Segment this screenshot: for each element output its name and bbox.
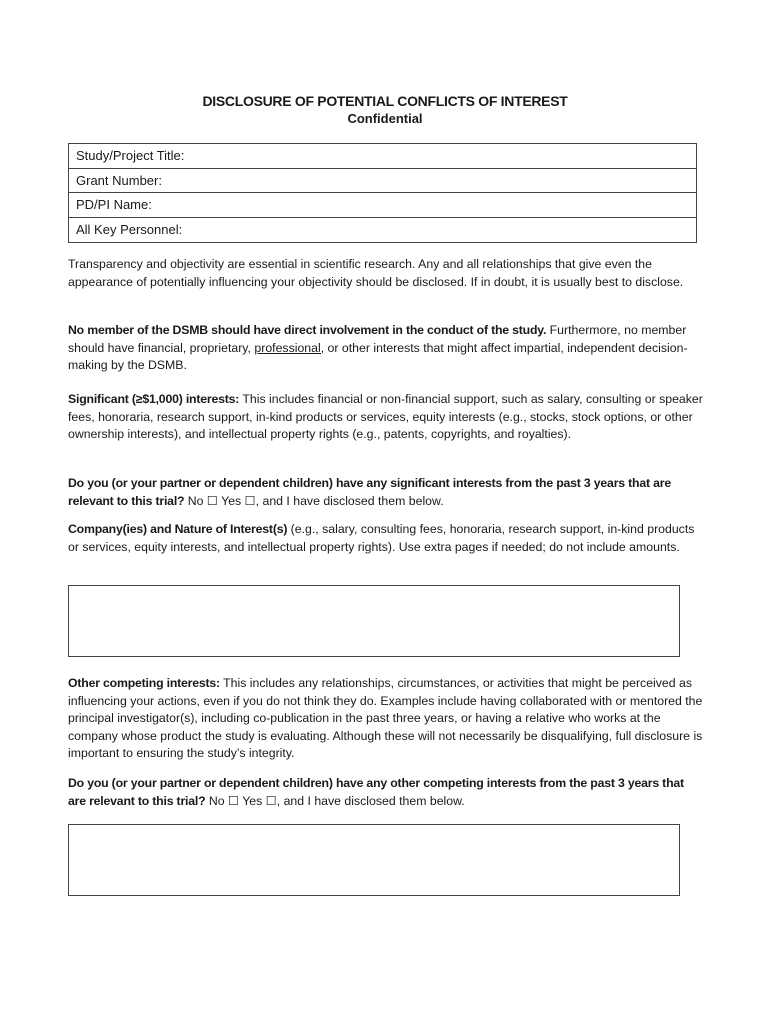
project-info-table (68, 143, 697, 243)
question1-no-label: No (184, 493, 207, 508)
dsmb-underlined-text: professional, (254, 340, 325, 355)
dsmb-paragraph (68, 322, 704, 375)
companies-bold-text: Company(ies) and Nature of Interest(s) (68, 522, 288, 536)
question2-bold-text: Do you (or your partner or dependent children) have any other competing interests from the past 3 years that are relevant to this trial? (68, 776, 684, 808)
other-interests-paragraph (68, 675, 704, 763)
key-personnel-field[interactable]: All Key Personnel: (76, 221, 183, 237)
question1-paragraph (68, 475, 704, 510)
question2-yes-checkbox[interactable]: ☐ (265, 793, 277, 808)
companies-paragraph (68, 521, 704, 556)
document-title: DISCLOSURE OF POTENTIAL CONFLICTS OF INTEREST (202, 93, 568, 109)
pi-name-field[interactable]: PD/PI Name: (69, 193, 696, 218)
significant-text: This includes financial or non-financial support, such as salary, consulting or speaker fees, honoraria, research support, in-kind products or services, equity interests (e.g., stocks, stock options, or other ownership interests), and intellectual property rights (e.g., patents, copyrights, and royalties). (68, 392, 703, 441)
dsmb-text-before: Furthermore, no member should have financial, proprietary, (68, 323, 687, 355)
question1-yes-label: Yes (217, 493, 245, 508)
intro-paragraph (68, 256, 704, 291)
significant-interests-answer-box[interactable] (68, 585, 680, 657)
question2-no-checkbox[interactable]: ☐ (228, 793, 240, 808)
question2-yes-label: Yes (239, 793, 266, 808)
question2-no-label: No (205, 793, 228, 808)
other-bold-text: Other competing interests: (68, 676, 220, 690)
question1-tail: , and I have disclosed them below. (255, 493, 444, 508)
other-text: This includes any relationships, circumstances, or activities that might be perceived as influencing your actions, even if you do not think they do. Examples include having collaborated with or mentored the principal investigator(s), including co-publication in the past three years, or having a relative who works at the company whose product the study is evaluating. Although these will not necessarily be disqualifying, full disclosure is important to ensuring the study’s integrity. (68, 676, 703, 760)
dsmb-text-after: or other interests that might affect impartial, independent decision-making by the DSMB. (68, 340, 688, 372)
question2-paragraph (68, 775, 704, 810)
companies-text: (e.g., salary, consulting fees, honoraria, research support, in-kind products or services, equity interests, and intellectual property rights). Use extra pages if needed; do not include amounts. (68, 522, 695, 554)
study-title-field[interactable]: Study/Project Title: (69, 144, 696, 169)
significant-paragraph (68, 391, 704, 444)
document-subtitle: Confidential (347, 111, 423, 126)
grant-number-field[interactable]: Grant Number: (69, 169, 696, 194)
question1-yes-checkbox[interactable]: ☐ (244, 493, 256, 508)
significant-bold-text: Significant (≥$1,000) interests: (68, 392, 240, 406)
question1-bold-text: Do you (or your partner or dependent children) have any significant interests from the past 3 years that are relevant to this trial? (68, 476, 671, 508)
other-interests-answer-box[interactable] (68, 824, 680, 896)
intro-text: Transparency and objectivity are essential in scientific research. Any and all relationships that give even the appearance of potentially influencing your objectivity should be disclosed. If in doubt, it is usually best to disclose. (68, 257, 684, 289)
question2-tail: , and I have disclosed them below. (276, 793, 465, 808)
question1-no-checkbox[interactable]: ☐ (206, 493, 218, 508)
dsmb-bold-text: No member of the DSMB should have direct involvement in the conduct of the study. (68, 323, 547, 337)
